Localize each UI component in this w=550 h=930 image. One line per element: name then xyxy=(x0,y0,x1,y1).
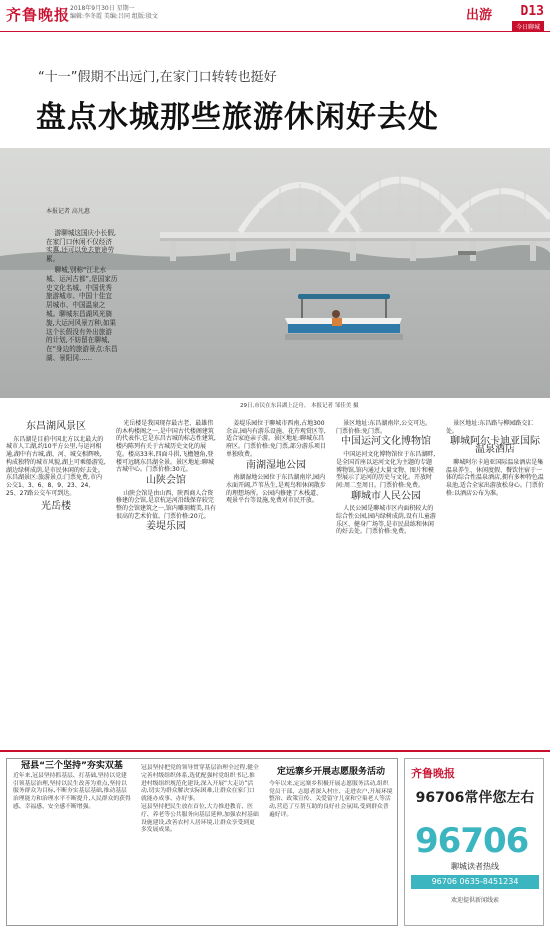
article-column xyxy=(226,420,326,505)
intro-block xyxy=(46,208,118,365)
article-subhead: 南湖湿地公园 xyxy=(246,459,306,471)
news-column xyxy=(13,759,131,812)
ad-hotline-number: 96706 xyxy=(415,821,529,861)
headline: 盘点水城那些旅游休闲好去处 xyxy=(36,100,439,135)
news-column xyxy=(141,765,259,835)
article-subhead: 东昌湖风景区 xyxy=(26,421,86,432)
ad-phone: 96706 0635-8451234 xyxy=(411,875,539,889)
article-subhead: 聊城市人民公园 xyxy=(351,490,421,502)
page-number: D13 xyxy=(520,4,544,19)
newspaper-logo: 齐鲁晚报 xyxy=(6,6,71,24)
local-news-box xyxy=(6,758,398,926)
article-paragraph: 景区地址:东昌路与柳园路交汇处。 xyxy=(446,420,534,435)
kicker: “十一”假期不出远门,在家门口转转也挺好 xyxy=(38,70,277,85)
article-column xyxy=(6,420,106,516)
article-paragraph: 景区地址:东昌湖南岸,公交可达。门票价格:免门票。 xyxy=(336,420,432,435)
section-name: 出游 xyxy=(466,8,493,23)
hotline-ad xyxy=(404,758,544,926)
ad-subtitle: 聊城读者热线 xyxy=(451,862,499,871)
news-paragraph: 今年以来,定远寨乡积极开展志愿服务活动,组织党员干部、志愿者深入村庄、走进农户,开展环境整治、政策宣传、关爱留守儿童和空巢老人等活动,营造了互帮互助的良好社会氛围,受到群众普遍好评。 xyxy=(269,780,393,818)
bottom-band xyxy=(0,750,550,930)
ad-note: 欢迎提供新闻线索 xyxy=(450,897,499,904)
article-column xyxy=(446,420,544,497)
news-paragraph: 冠县坚持把民生放在首位,大力推进教育、医疗、养老等公共服务向基层延伸,加强农村基础设施建设,改善农村人居环境,让群众享受到更多发展成果。 xyxy=(141,803,259,834)
section-badge xyxy=(466,4,544,30)
news-column xyxy=(269,765,393,820)
issue-date: 2018年9月30日 星期一 xyxy=(70,5,135,12)
news-title: 冠县“三个坚持”夯实双基 xyxy=(21,761,123,771)
news-title: 定远寨乡开展志愿服务活动 xyxy=(276,767,385,777)
intro-paragraph: 游聊城这国庆小长假,在家门口休闲不仅经济实惠,还可以免去旅途劳累。 xyxy=(46,228,117,264)
article-column xyxy=(336,420,436,536)
article-paragraph: 中国运河文化博物馆位于东昌湖畔,是全国首座以运河文化为主题的专题博物馆,馆内通过大量文物、图片和模型展示了运河的历史与文化。开放时间:周二至周日。门票价格:免费。 xyxy=(336,451,436,489)
article-paragraph: 光岳楼是我国现存最古老、最雄伟的木构楼阁之一,是中国古代楼阁建筑的代表作,它是东昌古城的标志性建筑,楼内陈列有关于古城历史文化的展览。楼高33米,四面斗拱,飞檐翘角,登楼可远眺东昌湖全景。景区地址:聊城古城中心。门票价格:30元。 xyxy=(116,420,216,474)
article-subhead: 光岳楼 xyxy=(41,501,71,513)
ad-slogan: 96706常伴您左右 xyxy=(415,790,535,806)
article-paragraph: 东昌湖是目前中国北方以北最大的城市人工湖,约10平方公里,与运河相通,湖中有古城,湖、河、城交相辉映,构成独特的城市风貌,湖上可乘船游览,湖边绿树成荫,是市民休闲的好去处。东昌湖景区:旅游景点:门票免费,市内公交1、3、6、8、9、23、24、25、27路公交车可到达。 xyxy=(6,435,106,497)
photo-caption: 29日,市民在东昌湖上泛舟。 本报记者 邹佳美 摄 xyxy=(240,403,359,409)
section-subtitle: 今日聊城 xyxy=(512,21,544,32)
article-paragraph: 山陕会馆是由山西、陕西商人合资修建的会馆,是京杭运河沿线保存较完整的会馆建筑之一,馆内雕刻精美,具有很高的艺术价值。门票价格:20元。 xyxy=(116,489,216,520)
article-paragraph: 姜堤乐园位于聊城市西南,占地300余亩,园内有游乐设施、花卉观赏区等,适合家庭亲子游。景区地址:聊城东昌府区。门票价格:免门票,部分游乐项目单独收费。 xyxy=(226,420,326,458)
issue-editors: 编辑:李冬霞 美编:吕同 组版:殷文 xyxy=(70,13,158,20)
article-subhead: 中国运河文化博物馆 xyxy=(341,436,431,448)
news-paragraph: 近年来,冠县坚持抓基层、打基础,坚持以党建引领基层治理,坚持以民生改善为重点,坚持以服务群众为目标,不断夯实基层基础,推动基层治理能力和治理水平不断提升,人民群众的获得感、幸福感、安全感不断增强。 xyxy=(13,772,131,810)
news-paragraph: 冠县坚持把党的领导贯穿基层治理全过程,健全完善村级组织体系,选优配强村党组织书记,推进村级组织规范化建设,深入开展“大走访”活动,切实为群众解决实际困难,让群众在家门口就能办成事、办好事。 xyxy=(141,765,259,803)
article-paragraph: 南湖湿地公园位于东昌湖南岸,园内水面开阔,芦苇丛生,是观鸟和休闲散步的理想场所。公园内修建了木栈道、观景平台等设施,免费对市民开放。 xyxy=(226,474,326,505)
article-paragraph: 聊城阿尔卡迪亚国际温泉酒店是集温泉养生、休闲度假、餐饮住宿于一体的综合性温泉酒店,拥有多种特色温泉池,适合全家出游放松身心。门票价格:以酒店公布为准。 xyxy=(446,458,544,497)
article-subhead: 山陕会馆 xyxy=(146,474,186,486)
article-paragraph: 人民公园是聊城市区内面积较大的综合性公园,园内绿树成荫,设有儿童游乐区、健身广场等,是市民晨练和休闲的好去处。门票价格:免费。 xyxy=(336,505,436,536)
article-subhead: 姜堤乐园 xyxy=(146,521,186,533)
byline: 本报记者 高凡惠 xyxy=(46,208,90,215)
issue-meta xyxy=(70,5,330,21)
masthead xyxy=(0,0,550,32)
article-subhead: 聊城阿尔卡迪亚国际温泉酒店 xyxy=(450,436,540,456)
intro-paragraph: 聊城,别称“江北水城、运河古都”,是国家历史文化名城、中国优秀旅游城市、中国十佳宜居城市、中国温泉之城。聊城东昌湖风光旖旎,大运河风景万种,如果这个长假没有外出旅游的计划,不妨留在聊城,在“身边的旅游景点:东昌湖、景阳冈…… xyxy=(46,265,118,362)
article-column xyxy=(116,420,216,536)
ad-logo: 齐鲁晚报 xyxy=(411,767,455,780)
